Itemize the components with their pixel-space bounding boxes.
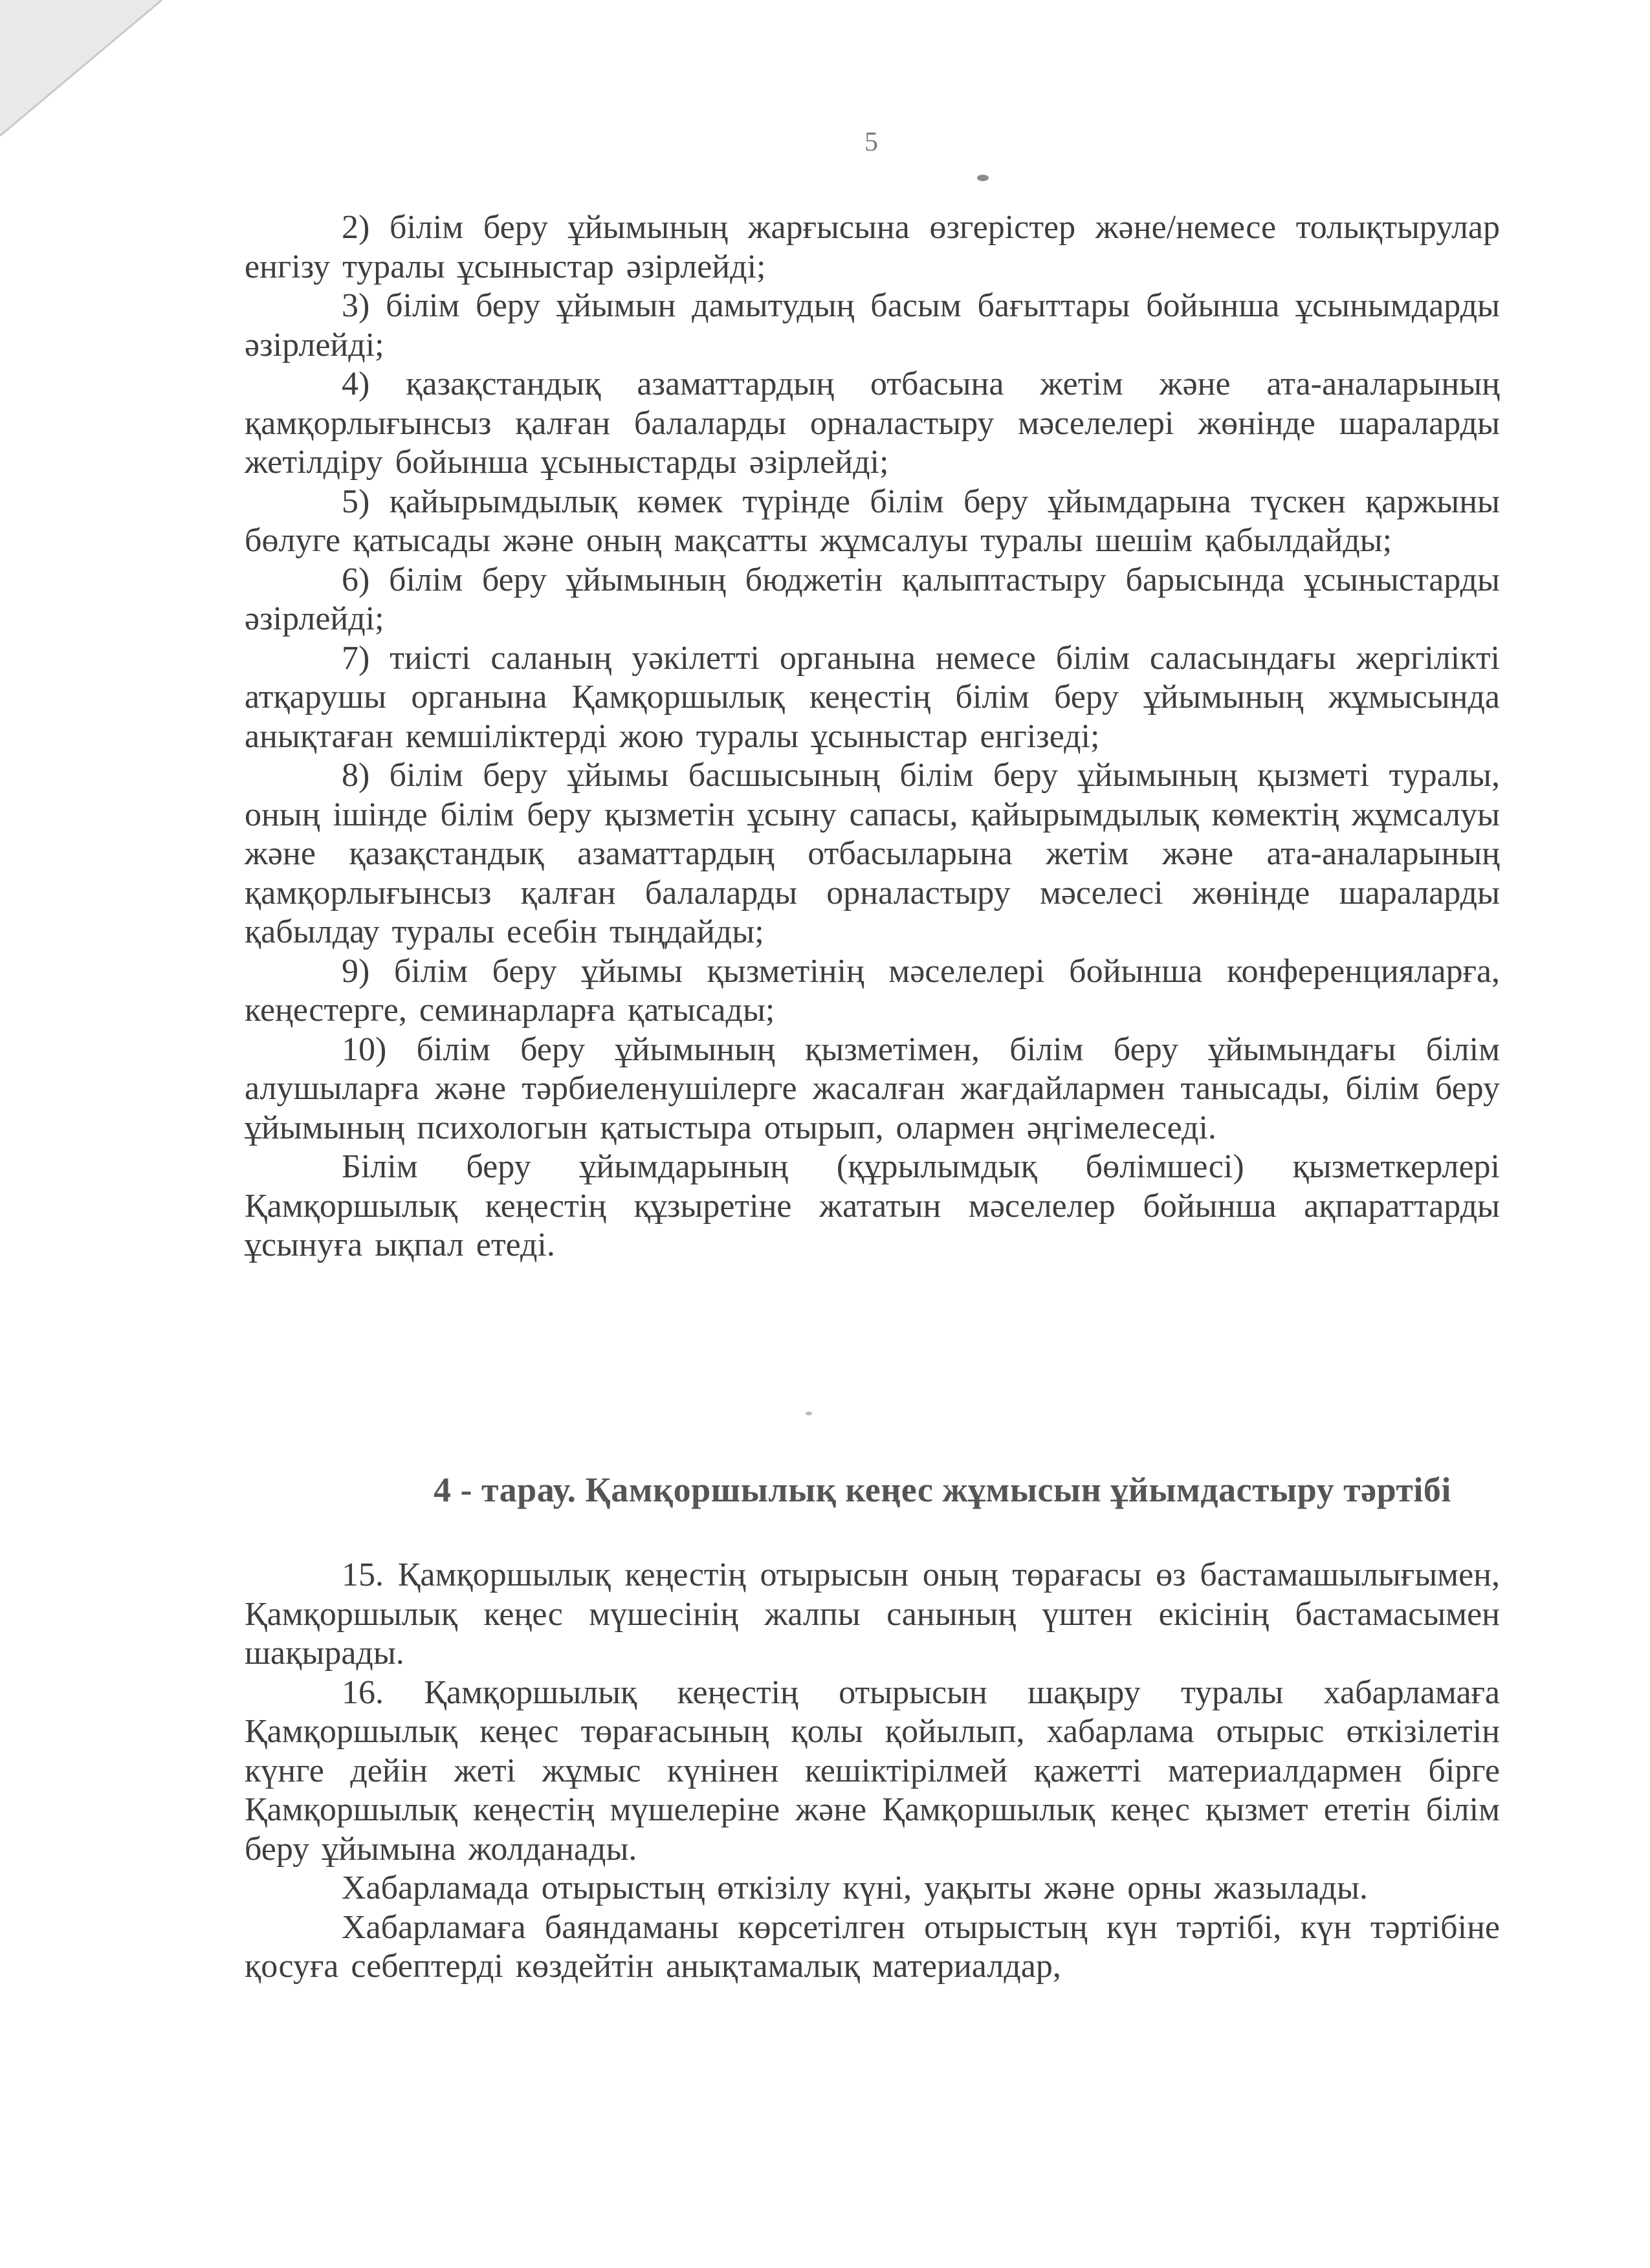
paragraph: Хабарламаға баяндаманы көрсетілген отырыстың күн тәртібі, күн тәртібіне қосуға себептерді көздейтін анықтамалық материалдар, <box>245 1908 1500 1985</box>
list-item: 4) қазақстандық азаматтардың отбасына жетім және ата-аналарының қамқорлығынсыз қалған балаларды орналастыру мәселелері жөнінде шараларды жетілдіру бойынша ұсыныстарды әзірлейді; <box>245 365 1500 481</box>
list-item: 6) білім беру ұйымының бюджетін қалыптастыру барысында ұсыныстарды әзірлейді; <box>245 561 1500 637</box>
page-number: 5 <box>864 127 878 157</box>
list-item: 5) қайырымдылық көмек түрінде білім беру ұйымдарына түскен қаржыны бөлуге қатысады және оның мақсатты жұмсалуы туралы шешім қабылдайды; <box>245 483 1500 559</box>
section-heading: 4 - тарау. Қамқоршылық кеңес жұмысын ұйымдастыру тәртібі <box>434 1470 1451 1509</box>
section-body <box>245 1556 1500 1987</box>
list-item: 10) білім беру ұйымының қызметімен, білім беру ұйымындағы білім алушыларға және тәрбиеленушілерге жасалған жағдайлармен танысады, білім беру ұйымының психологын қатыстыра отырып, олармен әңгімелеседі. <box>245 1030 1500 1146</box>
list-item: 3) білім беру ұйымын дамытудың басым бағыттары бойынша ұсынымдарды әзірлейді; <box>245 287 1500 364</box>
scan-speck <box>977 175 989 181</box>
paragraph: 15. Қамқоршылық кеңестің отырысын оның төрағасы өз бастамашылығымен, Қамқоршылық кеңес мүшесінің жалпы санының үштен екісінің бастамасымен шақырады. <box>245 1556 1500 1672</box>
list-item: 7) тиісті саланың уәкілетті органына немесе білім саласындағы жергілікті атқарушы органына Қамқоршылық кеңестің білім беру ұйымының жұмысында анықтаған кемшіліктерді жою туралы ұсыныстар енгізеді; <box>245 639 1500 755</box>
paragraph: Хабарламада отырыстың өткізілу күні, уақыты және орны жазылады. <box>342 1870 1368 1906</box>
list-item: 9) білім беру ұйымы қызметінің мәселелері бойынша конференцияларға, кеңестерге, семинарларға қатысады; <box>245 952 1500 1029</box>
list-item: 2) білім беру ұйымының жарғысына өзгерістер және/немесе толықтырулар енгізу туралы ұсыныстар әзірлейді; <box>245 209 1500 285</box>
scan-speck <box>806 1412 812 1415</box>
list-item: 8) білім беру ұйымы басшысының білім беру ұйымының қызметі туралы, оның ішінде білім беру қызметін ұсыну сапасы, қайырымдылық көмектің жұмсалуы және қазақстандық азаматтардың отбасыларына жетім және ата-аналарының қамқорлығынсыз қалған балаларды орналастыру мәселесі жөнінде шараларды қабылдау туралы есебін тыңдайды; <box>245 757 1500 950</box>
section-body <box>245 208 1500 1265</box>
paragraph: 16. Қамқоршылық кеңестің отырысын шақыру туралы хабарламаға Қамқоршылық кеңес төрағасының қолы қойылып, хабарлама отырыс өткізілетін күнге дейін жеті жұмыс күнінен кешіктірілмей қажетті материалдармен бірге Қамқоршылық кеңестің мүшелеріне және Қамқоршылық кеңес қызмет ететін білім беру ұйымына жолданады. <box>245 1674 1500 1868</box>
paragraph: Білім беру ұйымдарының (құрылымдық бөлімшесі) қызметкерлері Қамқоршылық кеңестің құзыретіне жататын мәселелер бойынша ақпараттарды ұсынуға ықпал етеді. <box>245 1148 1500 1263</box>
